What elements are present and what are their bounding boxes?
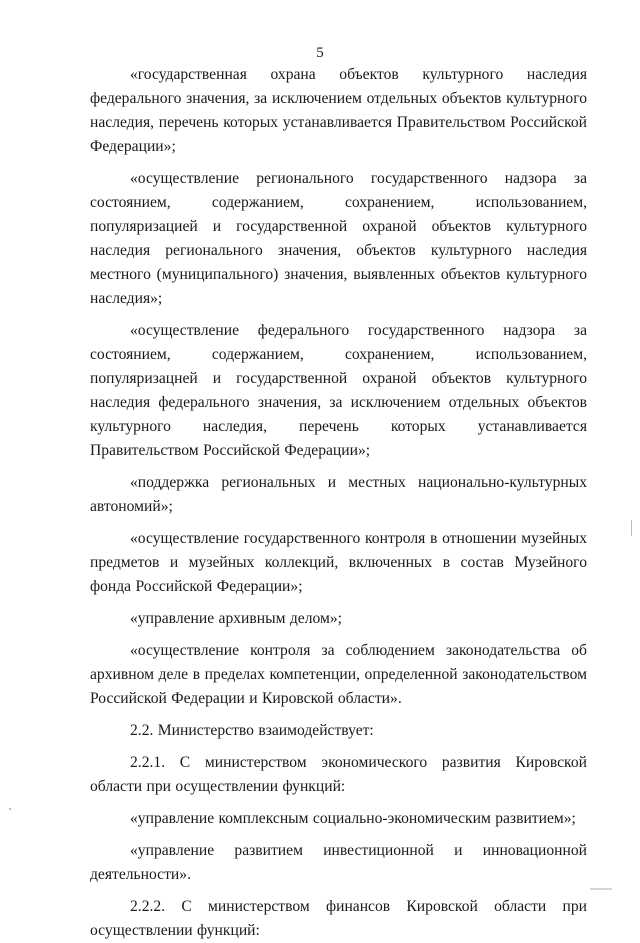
paragraph-cultural-autonomies: «поддержка региональных и местных национально-культурных автономий»;	[90, 474, 587, 515]
paragraph-regional-supervision: «осуществление регионального государственного надзора за состоянием, содержанием, сохранением, использованием, популяризацией и государственной охраной объектов культурного наследия регионального значения, объектов культурного наследия местного (муниципального) значения, выявленных объектов культурного наследия»;	[90, 170, 587, 307]
paragraph-federal-supervision: «осуществление федерального государственного надзора за состоянием, содержанием, сохранением, использованием, популяризацней и государственной охраной объектов культурного наследия федерального значения, за исключением отдельных объектов культурного наследия, перечень которых устанавливается Правительством Российской Федерации»;	[90, 322, 587, 459]
paragraph-finance-ministry: 2.2.2. С министерством финансов Кировской области при осуществлении функций:	[90, 898, 587, 939]
paragraph-economic-ministry: 2.2.1. С министерством экономического развития Кировской области при осуществлении функций:	[90, 754, 587, 795]
paragraph-archive-control: «осуществление контроля за соблюдением законодательства об архивном деле в пределах компетенции, определенной законодательством Российской Федерации и Кировской области».	[90, 642, 587, 707]
paragraph-ministry-interacts: 2.2. Министерство взаимодействует:	[130, 722, 374, 739]
scan-edge-mark	[631, 520, 632, 536]
scan-speck	[9, 808, 11, 810]
paragraph-socio-economic-development: «управление комплексным социально-экономическим развитием»;	[130, 810, 576, 827]
paragraph-investment-innovation: «управление развитием инвестиционной и инновационной деятельности».	[90, 842, 587, 883]
paragraph-archive-management: «управление архивным делом»;	[130, 610, 342, 627]
document-body	[90, 63, 587, 943]
page-number: 5	[316, 45, 324, 61]
paragraph-federal-heritage-protection: «государственная охрана объектов культурного наследия федерального значения, за исключением отдельных объектов культурного наследия, перечень которых устанавливается Правительством Российской Федерации»;	[90, 66, 587, 155]
paragraph-museum-control: «осуществление государственного контроля в отношении музейных предметов и музейных коллекций, включенных в состав Музейного фонда Российской Федерации»;	[90, 530, 587, 595]
scan-footer-mark	[590, 888, 612, 890]
